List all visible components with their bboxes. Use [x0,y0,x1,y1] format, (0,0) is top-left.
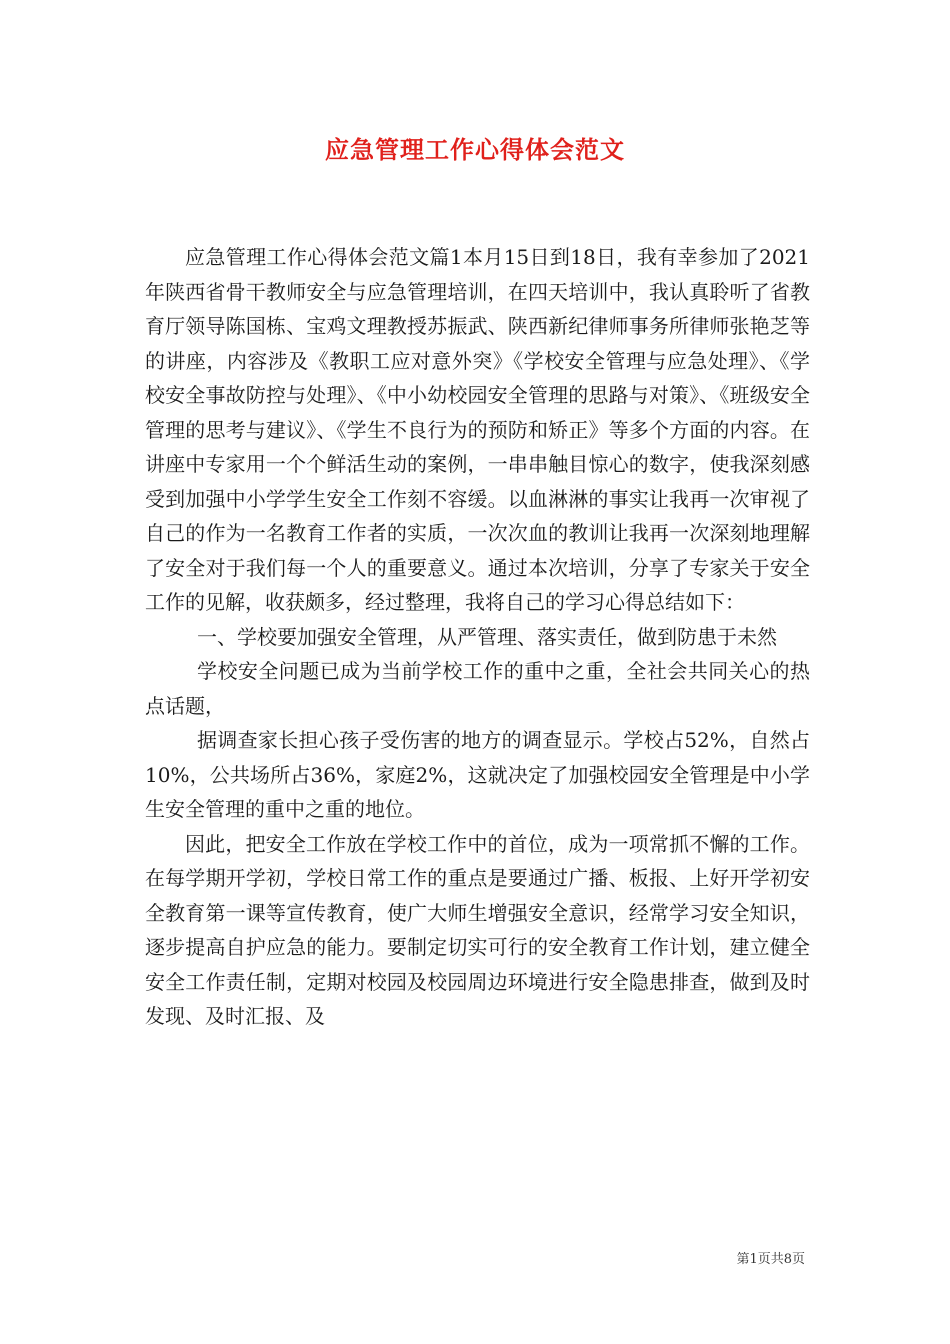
paragraph-safety-focus: 学校安全问题已成为当前学校工作的重中之重，全社会共同关心的热点话题， [145,659,810,718]
page-indicator: 第1页共8页 [736,1252,805,1267]
paragraph-intro: 应急管理工作心得体会范文篇1本月15日到18日，我有幸参加了2021年陕西省骨干教师安全与应急管理培训，在四天培训中，我认真聆听了省教育厅领导陈国栋、宝鸡文理教授苏振武、陕西新纪律师事务所律师张艳芝等的讲座，内容涉及《教职工应对意外突》《学校安全管理与应急处理》、《学校安全事故防控与处理》、《中小幼校园安全管理的思路与对策》、《班级安全管理的思考与建议》、《学生不良行为的预防和矫正》等多个方面的内容。在讲座中专家用一个个鲜活生动的案例，一串串触目惊心的数字，使我深刻感受到加强中小学学生安全工作刻不容缓。以血淋淋的事实让我再一次审视了自己的作为一名教育工作者的实质，一次次血的教训让我再一次深刻地理解了安全对于我们每一个人的重要意义。通过本次培训，分享了专家关于安全工作的见解，收获颇多，经过整理，我将自己的学习心得总结如下： [145,245,810,614]
section-heading-1: 一、学校要加强安全管理，从严管理、落实责任，做到防患于未然 [197,624,777,649]
paragraph-therefore: 因此，把安全工作放在学校工作中的首位，成为一项常抓不懈的工作。在每学期开学初，学校日常工作的重点是要通过广播、板报、上好开学初安全教育第一课等宣传教育，使广大师生增强安全意识，经常学习安全知识，逐步提高自护应急的能力。要制定切实可行的安全教育工作计划，建立健全安全工作责任制，定期对校园及校园周边环境进行安全隐患排查，做到及时发现、及时汇报、及 [145,831,810,1028]
document-title: 应急管理工作心得体会范文 [325,136,625,164]
document-body [145,240,810,1034]
paragraph-survey: 据调查家长担心孩子受伤害的地方的调查显示。学校占52%，自然占10%，公共场所占36%，家庭2%，这就决定了加强校园安全管理是中小学生安全管理的重中之重的地位。 [145,728,810,821]
